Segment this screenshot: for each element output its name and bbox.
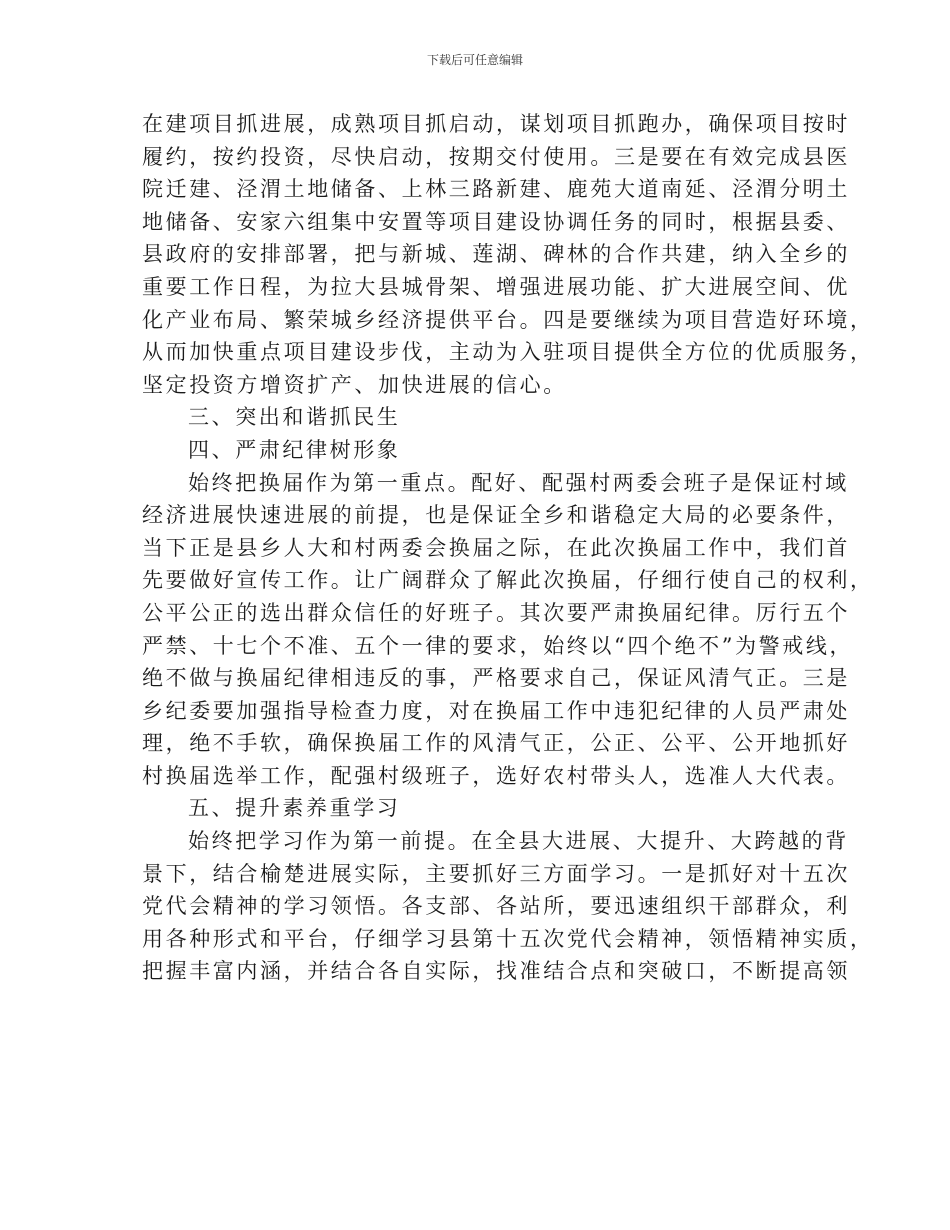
text-line: 理，绝不手软，确保换届工作的风清气正，公正、公平、公开地抓好 bbox=[142, 731, 850, 756]
page-header: 下载后可任意编辑 bbox=[426, 53, 523, 67]
text-line: 当下正是县乡人大和村两委会换届之际，在此次换届工作中，我们首 bbox=[142, 535, 850, 560]
text-line: 化产业布局、繁荣城乡经济提供平台。四是要继续为项目营造好环境， bbox=[142, 307, 874, 332]
text-line: 把握丰富内涵，并结合各自实际，找准结合点和突破口，不断提高领 bbox=[142, 959, 850, 984]
text-line: 履约，按约投资，尽快启动，按期交付使用。三是要在有效完成县医 bbox=[142, 144, 850, 169]
text-line: 三、突出和谐抓民生 bbox=[188, 405, 401, 430]
text-line: 地储备、安家六组集中安置等项目建设协调任务的同时，根据县委、 bbox=[142, 209, 850, 234]
text-line: 四、严肃纪律树形象 bbox=[188, 437, 401, 462]
text-line: 院迁建、泾渭土地储备、上林三路新建、鹿苑大道南延、泾渭分明土 bbox=[142, 177, 850, 202]
text-line: 乡纪委要加强指导检查力度，对在换届工作中违犯纪律的人员严肃处 bbox=[142, 698, 850, 723]
text-line: 公平公正的选出群众信任的好班子。其次要严肃换届纪律。厉行五个 bbox=[142, 600, 850, 625]
text-line: 党代会精神的学习领悟。各支部、各站所，要迅速组织干部群众，利 bbox=[142, 894, 850, 919]
text-line: 在建项目抓进展，成熟项目抓启动，谋划项目抓跑办，确保项目按时 bbox=[142, 112, 850, 136]
text-line: 从而加快重点项目建设步伐，主动为入驻项目提供全方位的优质服务， bbox=[142, 340, 874, 365]
text-line: 绝不做与换届纪律相违反的事，严格要求自己，保证风清气正。三是 bbox=[142, 666, 850, 691]
text-line: 景下，结合榆楚进展实际，主要抓好三方面学习。一是抓好对十五次 bbox=[142, 861, 850, 886]
text-line: 经济进展快速进展的前提，也是保证全乡和谐稳定大局的必要条件， bbox=[142, 503, 850, 528]
text-line: 用各种形式和平台，仔细学习县第十五次党代会精神，领悟精神实质， bbox=[142, 926, 874, 951]
text-line: 始终把学习作为第一前提。在全县大进展、大提升、大跨越的背 bbox=[188, 829, 849, 854]
text-line: 先要做好宣传工作。让广阔群众了解此次换届，仔细行使自己的权利， bbox=[142, 568, 874, 593]
text-line: 县政府的安排部署，把与新城、莲湖、碑林的合作共建，纳入全乡的 bbox=[142, 242, 850, 267]
text-line: 村换届选举工作，配强村级班子，选好农村带头人，选准人大代表。 bbox=[142, 763, 850, 788]
text-line: 始终把换届作为第一重点。配好、配强村两委会班子是保证村域 bbox=[188, 470, 849, 495]
text-line: 严禁、十七个不准、五个一律的要求，始终以“四个绝不”为警戒线， bbox=[142, 633, 854, 658]
text-line: 坚定投资方增资扩产、加快进展的信心。 bbox=[142, 372, 567, 397]
text-line: 五、提升素养重学习 bbox=[188, 796, 401, 821]
document-body bbox=[142, 108, 874, 988]
text-line: 重要工作日程，为拉大县城骨架、增强进展功能、扩大进展空间、优 bbox=[142, 274, 850, 299]
